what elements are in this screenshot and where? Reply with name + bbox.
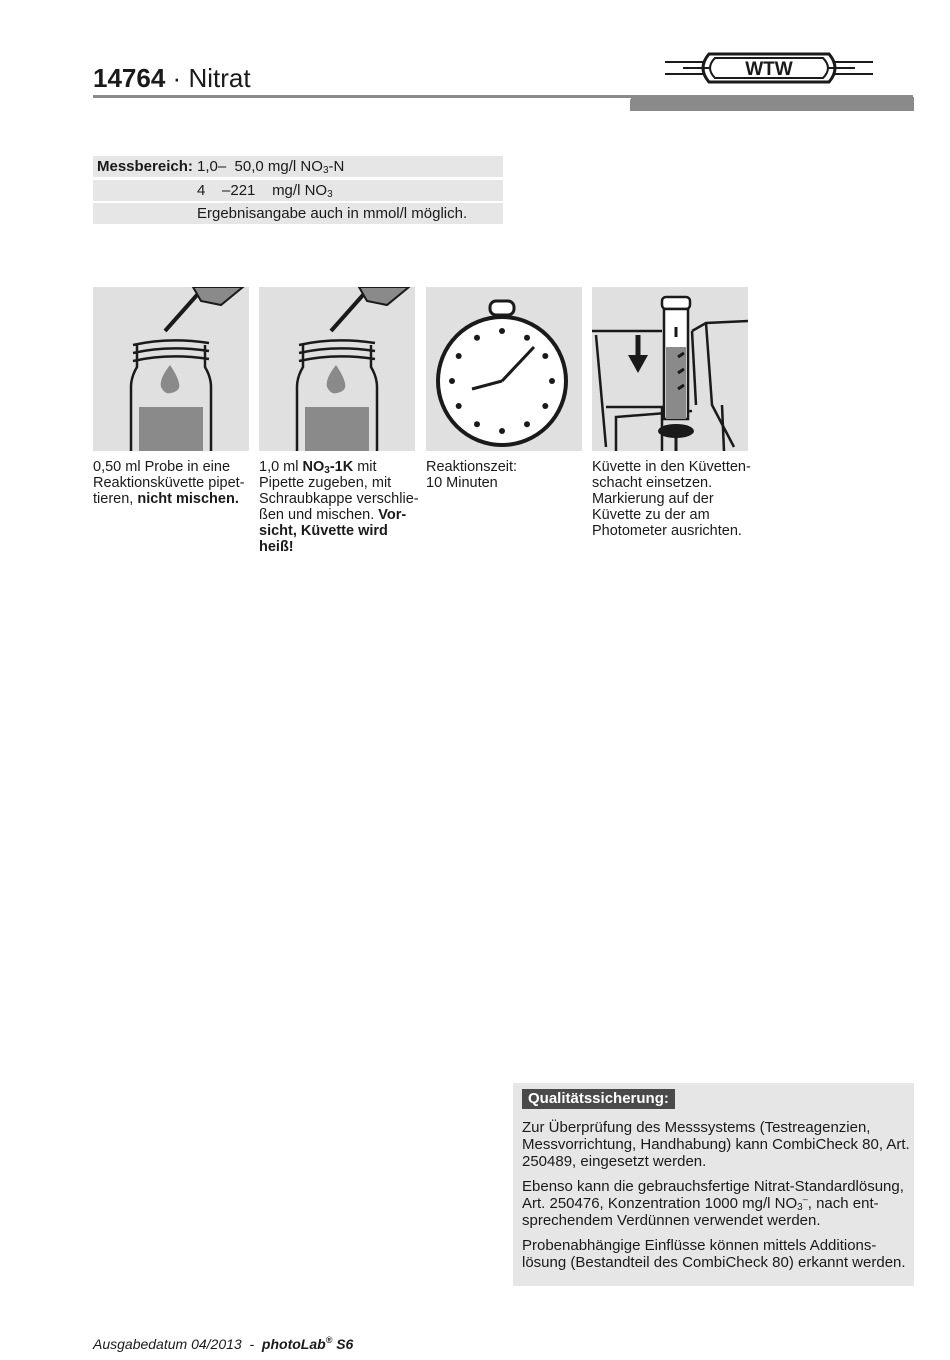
pipette-vial-icon (93, 287, 249, 451)
page-title (93, 63, 251, 93)
range-value-n: 1,0– 50,0 mg/l $NO_3-N$ (197, 158, 345, 176)
logo-text: WTW (745, 59, 793, 80)
method-number: 14764 (93, 63, 166, 93)
range-row (93, 156, 503, 177)
issue-date: Ausgabedatum 04/2013 (93, 1336, 242, 1352)
cuvette-insert-icon (592, 287, 748, 451)
step-2-text: 1,0 ml $NO_3-1K$ mit Pipette zugeben, mit Schraubkappe verschlie-ßen und mischen. Vor-sicht, Küvette wird heiß! (259, 459, 419, 555)
wtw-logo (665, 50, 873, 86)
quality-heading: Qualitätssicherung: (522, 1089, 675, 1109)
quality-paragraph: Zur Überprüfung des Messsystems (Testreagenzien, Messvorrichtung, Handhabung) kann CombiCheck 80, Art. 250489, eingesetzt werden. (522, 1119, 910, 1170)
range-value-no3: 4 –221 mg/l $NO_3$ (197, 182, 333, 200)
step-1-text: 0,50 ml Probe in eine Reaktionsküvette pipet-tieren, nicht mischen. (93, 459, 245, 507)
step-2-image (259, 287, 415, 451)
step-1-image (93, 287, 249, 451)
step-3-image (426, 287, 582, 451)
range-row (93, 180, 503, 201)
step-4-text: Küvette in den Küvetten-schacht einsetzen. Markierung auf der Küvette zu der am Photometer ausrichten. (592, 459, 751, 539)
quality-assurance-box (513, 1083, 914, 1286)
range-label: Messbereich: (97, 158, 193, 175)
step-3-text: Reaktionszeit: 10 Minuten (426, 459, 518, 491)
range-note: Ergebnisangabe auch in mmol/l möglich. (197, 205, 468, 222)
step-4-image (592, 287, 748, 451)
stopwatch-icon (426, 287, 582, 451)
range-row (93, 203, 503, 224)
header-tab-bar (630, 97, 914, 111)
quality-paragraph: Ebenso kann die gebrauchsfertige Nitrat-Standardlösung, Art. 250476, Konzentration 1000 mg/l $NO_3^-$, nach ent-sprechendem Verdünnen verwendet werden. (522, 1178, 904, 1229)
title-separator: · (172, 63, 182, 93)
quality-paragraph: Probenabhängige Einflüsse können mittels Additions-lösung (Bestandteil des CombiCheck 80) erkannt werden. (522, 1237, 906, 1271)
footer: Ausgabedatum 04/2013 - photoLab® S6 (93, 1335, 354, 1352)
method-name: Nitrat (188, 63, 251, 93)
pipette-vial-icon (259, 287, 415, 451)
product-name: photoLab® S6 (261, 1335, 354, 1352)
